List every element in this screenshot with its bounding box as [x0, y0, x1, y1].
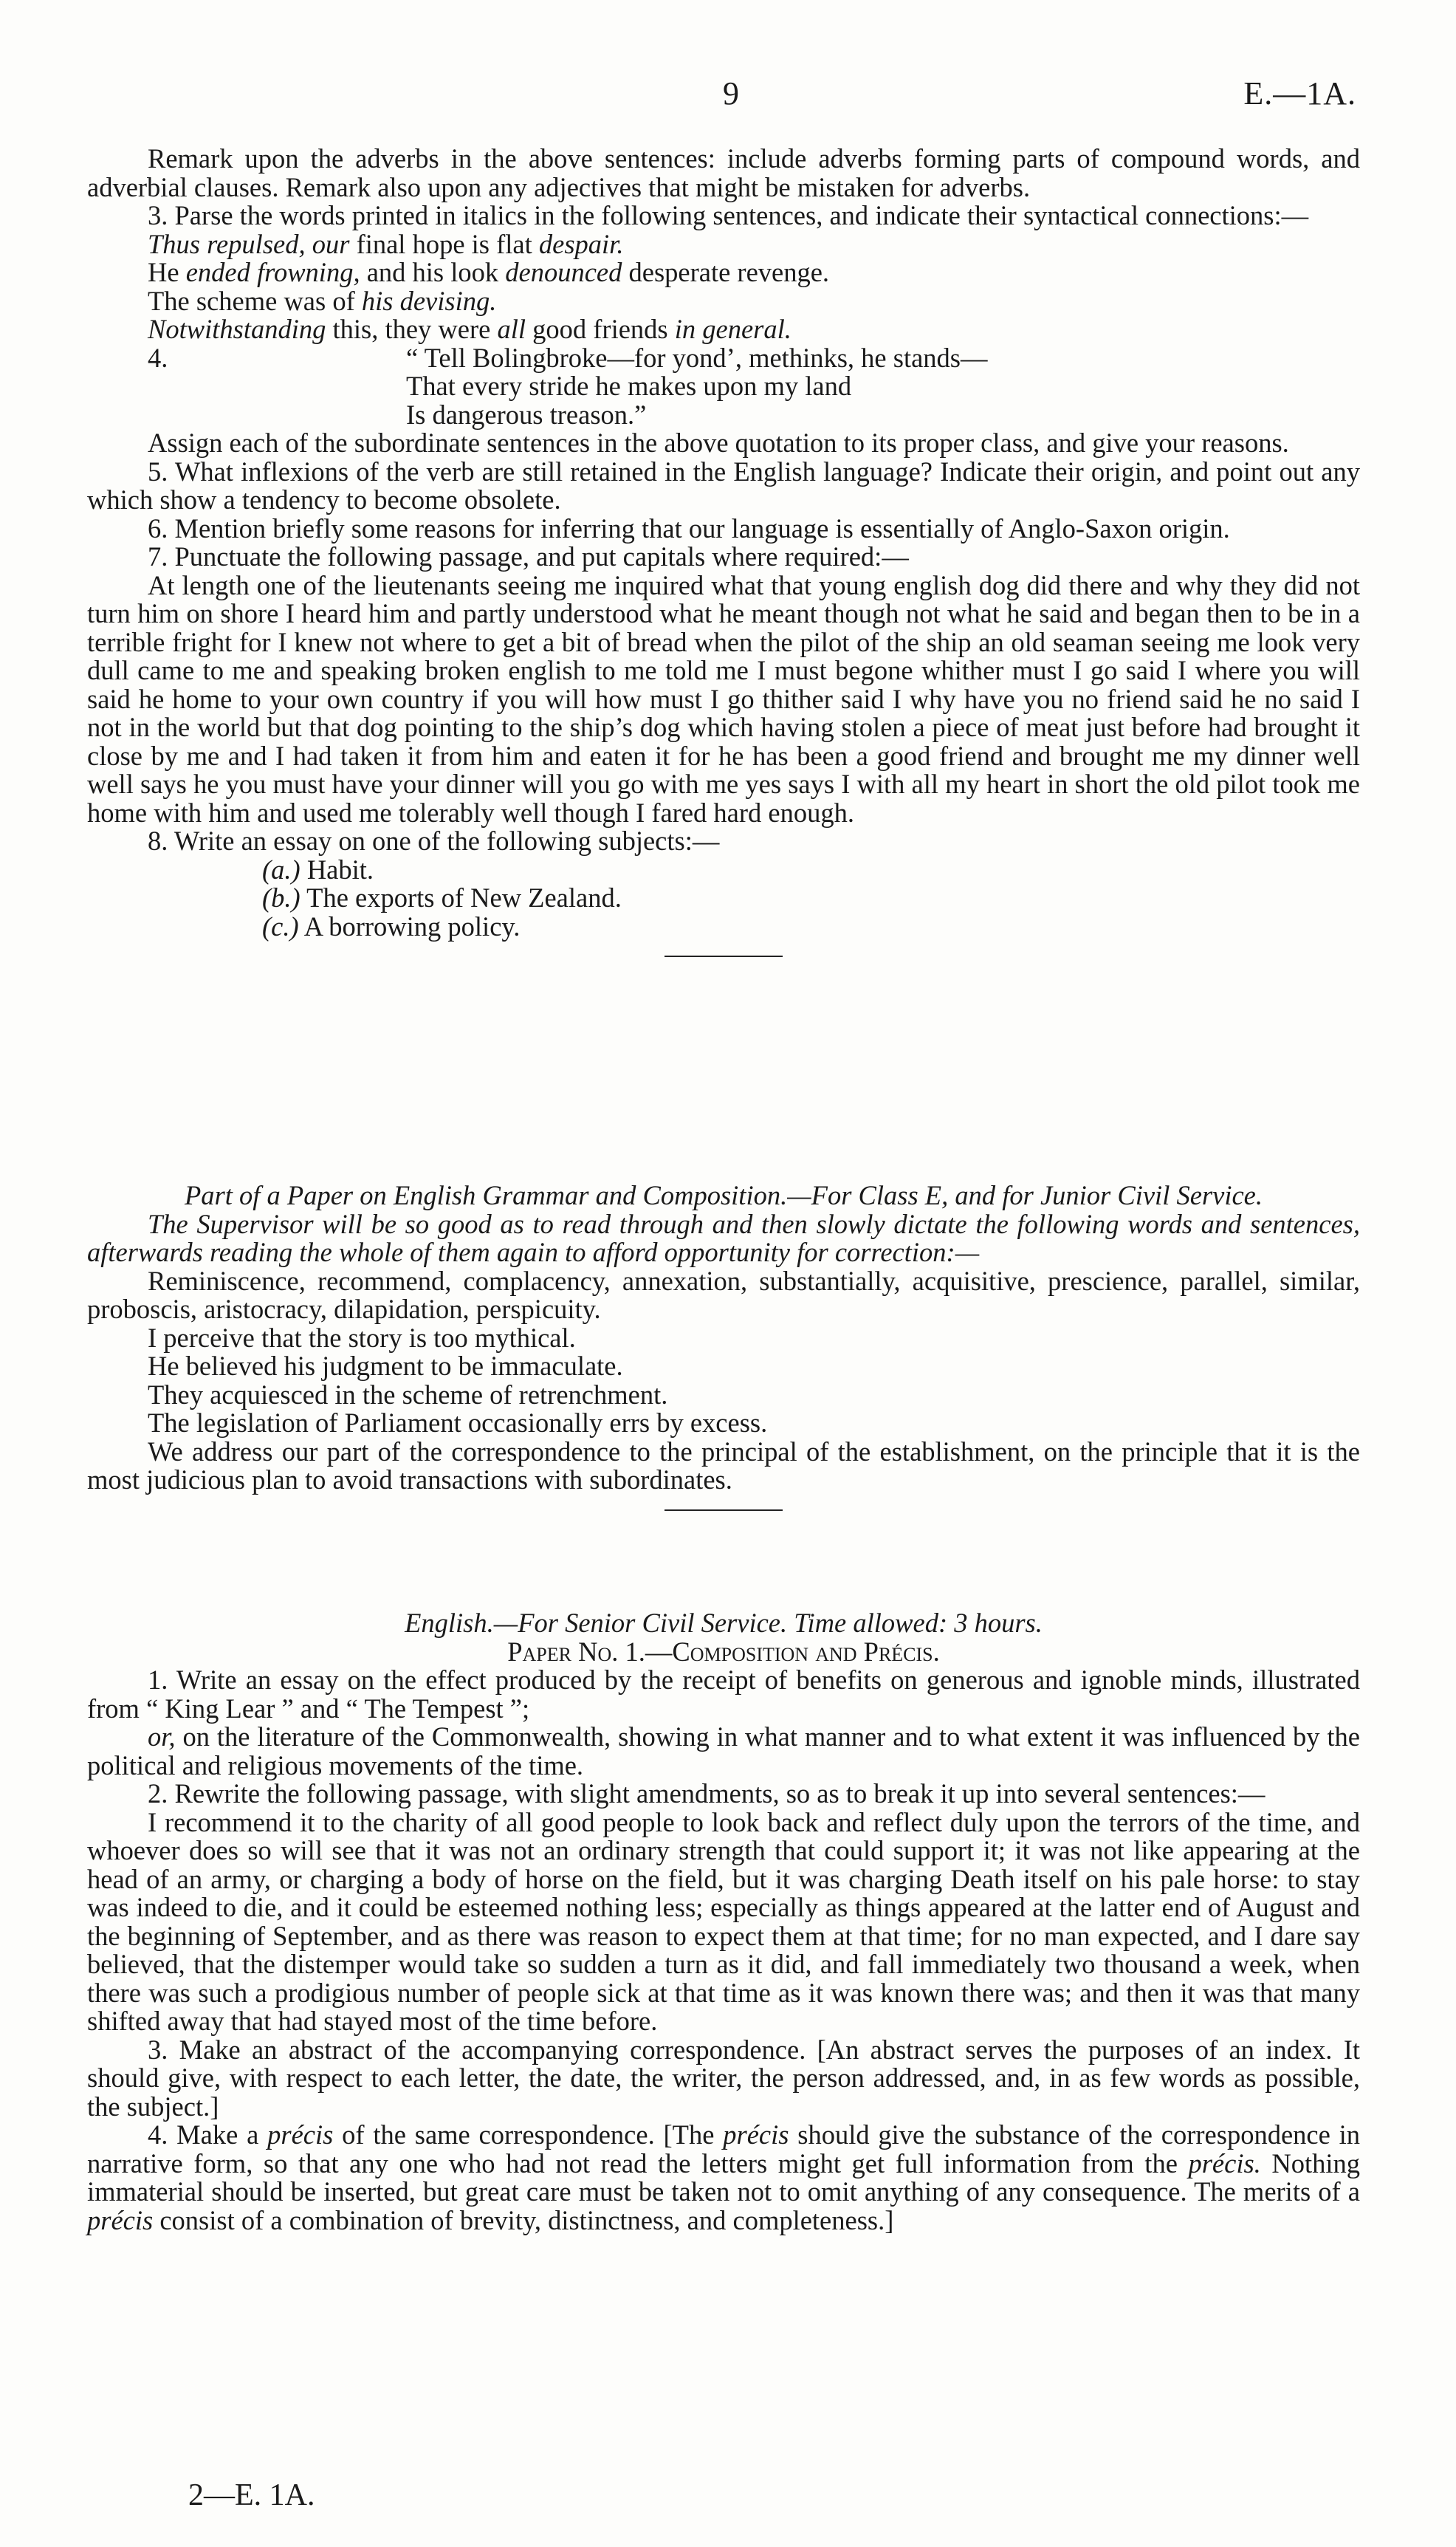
dictation-sentence-3: They acquiesced in the scheme of retrenchment. [148, 1379, 668, 1410]
paragraph-adverbs: Remark upon the adverbs in the above sentences: include adverbs forming parts of compound words, and adverbial clauses. Remark also upon any adjectives that might be mistaken for adverbs. [87, 143, 1360, 202]
subject-c: (c.) A borrowing policy. [262, 911, 521, 942]
section-junior-civil-service [87, 1182, 1360, 1529]
example-sentence-2: He ended frowning, and his look denounced desperate revenge. [148, 257, 830, 287]
dictation-sentence-1: I perceive that the story is too mythical. [148, 1322, 576, 1353]
page-number: 9 [723, 75, 739, 112]
example-sentence-4: Notwithstanding this, they were all good friends in general. [148, 314, 791, 344]
punctuation-passage: At length one of the lieutenants seeing me inquired what that young english dog did there and why they did not turn him on shore I heard him and partly understood what he meant though not what he said and began then to be in a terrible fright for I knew not where to get a bit of bread when the pilot of the ship an old seaman seeing me look very dull came to me and speaking broken english to me told me I must begone whither must I go said I where you will said he home to your own country if you will how must I go thither said I why have you no friend said he no said I not in the world but that dog pointing to the ship’s dog which having stolen a piece of meat just before had brought it close by me and I had taken it from him and eaten it for he has been a good friend and brought me my dinner well well says he you must have your dinner will you go with me yes says I with all my heart in short the old pilot took me home with him and used me tolerably well though I fared hard enough. [87, 569, 1360, 828]
document-code: E.—1A. [1243, 75, 1356, 112]
section-2-heading: Part of a Paper on English Grammar and Composition.—For Class E, and for Junior Civil Service. [185, 1180, 1263, 1210]
dictation-sentence-5: We address our part of the correspondence to the principal of the establishment, on the principle that it is the most judicious plan to avoid transactions with subordinates. [87, 1436, 1360, 1495]
poem-line-2: That every stride he makes upon my land [406, 371, 852, 401]
section-3-heading: English.—For Senior Civil Service. Time allowed: 3 hours. [405, 1608, 1043, 1638]
example-sentence-1: Thus repulsed, our final hope is flat despair. [148, 228, 624, 259]
subject-a: (a.) Habit. [262, 854, 374, 885]
question-7: 7. Punctuate the following passage, and put capitals where required:— [148, 541, 909, 572]
question-4-number: 4. [148, 342, 168, 373]
section-divider-2 [665, 1509, 783, 1511]
senior-question-1: 1. Write an essay on the effect produced by the receipt of benefits on generous and ignoble minds, illustrated from “ King Lear ” and “ The Tempest ”; [87, 1665, 1360, 1724]
senior-question-2: 2. Rewrite the following passage, with slight amendments, so as to break it up into several sentences:— [148, 1778, 1266, 1809]
example-sentence-3: The scheme was of his devising. [148, 285, 497, 316]
supervisor-instruction: The Supervisor will be so good as to read through and then slowly dictate the following words and sentences, afterwards reading the whole of them again to afford opportunity for correction:— [87, 1208, 1360, 1267]
question-4-assign: Assign each of the subordinate sentences in the above quotation to its proper class, and give your reasons. [148, 428, 1289, 458]
dictation-sentence-2: He believed his judgment to be immaculate. [148, 1351, 623, 1381]
section-divider-1 [665, 956, 783, 957]
question-8: 8. Write an essay on one of the following subjects:— [148, 826, 720, 856]
paper-title: Paper No. 1.—Composition and Précis. [507, 1636, 940, 1667]
question-6: 6. Mention briefly some reasons for inferring that our language is essentially of Anglo-Saxon origin. [148, 513, 1230, 544]
senior-question-3: 3. Make an abstract of the accompanying correspondence. [An abstract serves the purposes of an index. It should give, with respect to each letter, the date, the writer, the person addressed, and, in as few words as possible, the subject.] [87, 2034, 1360, 2122]
question-5: 5. What inflexions of the verb are still retained in the English language? Indicate their origin, and point out any which show a tendency to become obsolete. [87, 456, 1360, 515]
senior-question-1-alternative: or, on the literature of the Commonwealth, showing in what manner and to what extent it was influenced by the political and religious movements of the time. [87, 1721, 1360, 1780]
poem-line-1: 4. “ Tell Bolingbroke—for yond’, methinks, he stands— [148, 342, 988, 373]
subject-b: (b.) The exports of New Zealand. [262, 882, 622, 913]
poem-line-3: Is dangerous treason.” [406, 399, 647, 430]
dictation-sentence-4: The legislation of Parliament occasionally errs by excess. [148, 1408, 768, 1438]
dictation-words: Reminiscence, recommend, complacency, annexation, substantially, acquisitive, prescience, parallel, similar, proboscis, aristocracy, dilapidation, perspicuity. [87, 1265, 1360, 1324]
section-grammar-questions [87, 145, 1360, 975]
senior-question-4: 4. Make a précis of the same correspondence. [The précis should give the substance of the correspondence in narrative form, so that any one who had not read the letters might get full information from the précis. Nothing immaterial should be inserted, but great care must be taken not to omit anything of any consequence. The merits of a précis consist of a combination of brevity, distinctness, and completeness.] [87, 2119, 1360, 2235]
footer-signature: 2—E. 1A. [188, 2478, 315, 2512]
question-3: 3. Parse the words printed in italics in the following sentences, and indicate their syntactical connections:— [148, 200, 1309, 230]
rewrite-passage: I recommend it to the charity of all good people to look back and reflect duly upon the terrors of the time, and whoever does so will see that it was not an ordinary strength that could support it; it was not like appearing at the head of an army, or charging a body of horse on the field, but it was charging Death itself on his pale horse: to stay was indeed to die, and it could be esteemed nothing less; especially as things appeared at the latter end of August and the beginning of September, and as there was reason to expect them at that time; for no man expected, and I dare say believed, that the distemper would take so sudden a turn as it did, and fall immediately two thousand a week, when there was such a prodigious number of people sick at that time as it was known there was; and then it was that many shifted away that had stayed most of the time before. [87, 1806, 1360, 2036]
section-senior-civil-service [87, 1609, 1360, 2235]
